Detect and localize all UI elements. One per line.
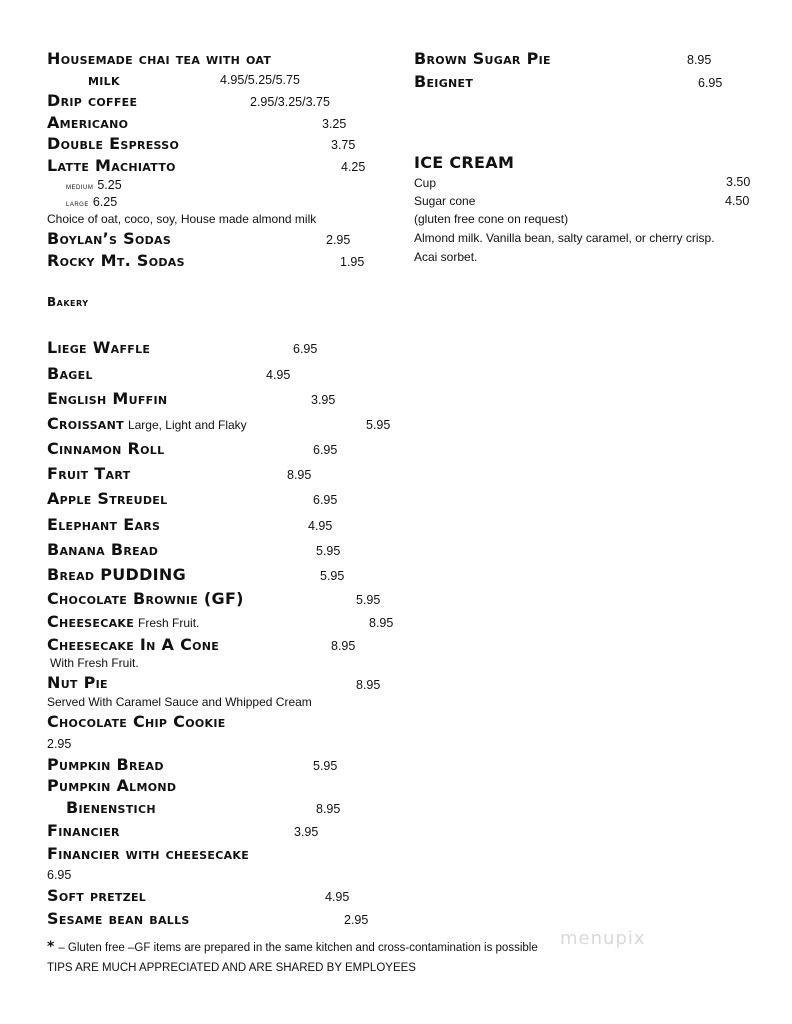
menu-item-price: 5.95 [366,418,391,432]
size-option [66,176,122,194]
menu-item-name: Financier [47,821,120,840]
menu-item-name: Bagel [47,364,93,383]
menu-item-name-cont: milk [88,70,120,89]
menu-item-price: 4.95/5.25/5.75 [220,73,300,87]
menu-item-note: Large, Light and Flaky [127,418,247,432]
menu-item-desc: With Fresh Fruit. [50,656,139,670]
menu-item-name: Boylan’s Sodas [47,229,172,248]
section-heading-bakery: Bakery [47,295,89,309]
menu-item-price: 4.95 [325,890,350,904]
menu-item-desc: Served With Caramel Sauce and Whipped Cream [47,695,312,709]
menu-item-price: 8.95 [356,678,381,692]
menu-item-name: Elephant Ears [47,515,161,534]
menu-item-name: Latte Machiatto [47,156,176,175]
ice-cream-note: (gluten free cone on request) [414,212,569,226]
menu-item-name: Nut Pie [47,673,108,692]
menu-item-price: 8.95 [316,802,341,816]
menu-item-name: Americano [47,113,129,132]
menu-item-price: 3.95 [311,393,336,407]
menu-item-name: Cheesecake In A Cone [47,635,220,654]
menu-item-name-cont: Bienenstich [66,798,156,817]
menu-item-price: 1.95 [340,255,365,269]
menu-item-price: 3.75 [331,138,356,152]
menu-item-price: 4.25 [341,160,366,174]
menu-item-name [47,414,247,435]
menu-item-price: 8.95 [687,53,712,67]
size-price: 6.25 [92,195,118,209]
ice-cream-item-name: Cup [414,176,437,190]
gluten-note: – Gluten free –GF items are prepared in the same kitchen and cross-contamination is possible [58,942,538,954]
menu-item-name: Chocolate Chip Cookie [47,712,226,731]
ice-cream-note: Acai sorbet. [414,250,478,264]
menu-item-name: Financier with cheesecake [47,844,250,863]
menu-item-price: 3.95 [294,825,319,839]
watermark-logo: menupix [560,928,646,949]
menu-item-name: Drip coffee [47,91,138,110]
menu-item-note: Fresh Fruit. [138,616,200,630]
size-label: medium [66,182,94,191]
ice-cream-item-price: 4.50 [725,194,750,208]
menu-item-name: Fruit Tart [47,464,131,483]
menu-item-price: 5.95 [316,544,341,558]
menu-item-price: 6.95 [313,493,338,507]
menu-item-name: Banana Bread [47,540,159,559]
menu-item-price: 6.95 [313,443,338,457]
menu-item-price: 6.95 [47,868,72,882]
menu-item-price: 4.95 [308,519,333,533]
gluten-free-footnote [47,938,538,956]
menu-item-name: Rocky Mt. Sodas [47,251,185,270]
menu-item-label: Croissant [47,414,124,433]
menu-item-name: English Muffin [47,389,168,408]
menu-item-price: 2.95 [47,737,72,751]
menu-item-price: 6.95 [293,342,318,356]
menu-item-price: 3.25 [322,117,347,131]
ice-cream-item-price: 3.50 [726,175,751,189]
menu-item-name: Double Espresso [47,134,180,153]
size-price: 5.25 [97,178,122,192]
menu-item-name: Bread PUDDING [47,565,187,584]
menu-item-price: 2.95 [344,913,369,927]
ice-cream-item-name: Sugar cone [414,194,476,208]
size-option [66,193,117,211]
menu-item-price: 5.95 [356,593,381,607]
menu-item-name: Housemade chai tea with oat [47,49,272,68]
milk-note: Choice of oat, coco, soy, House made almond milk [47,212,317,226]
size-label: large [66,199,89,208]
menu-item-name: Liege Waffle [47,338,151,357]
asterisk: * [47,939,55,955]
menu-item-price: 5.95 [320,569,345,583]
menu-item-price: 2.95 [326,233,351,247]
menu-item-name: Beignet [414,72,474,91]
menu-item-price: 4.95 [266,368,291,382]
menu-item-name: Sesame bean balls [47,909,190,928]
menu-item-name: Pumpkin Almond [47,776,177,795]
ice-cream-note: Almond milk. Vanilla bean, salty caramel, or cherry crisp. [414,231,715,245]
menu-item-name: Soft pretzel [47,886,147,905]
menu-item-price: 2.95/3.25/3.75 [250,95,330,109]
tips-notice: TIPS ARE MUCH APPRECIATED AND ARE SHARED BY EMPLOYEES [47,962,416,974]
menu-item-price: 8.95 [331,639,356,653]
menu-item-name: Chocolate Brownie (GF) [47,589,244,608]
menu-item-name: Brown Sugar Pie [414,49,551,68]
menu-item-price: 5.95 [313,759,338,773]
menu-item-price: 8.95 [369,616,394,630]
menu-item-name [47,612,199,633]
menu-item-name: Cinnamon Roll [47,439,165,458]
menu-item-name: Apple Streudel [47,489,168,508]
menu-item-price: 8.95 [287,468,312,482]
menu-item-label: Cheesecake [47,612,135,631]
menu-item-name: Pumpkin Bread [47,755,164,774]
menu-item-price: 6.95 [698,76,723,90]
section-heading-ice-cream: ICE CREAM [414,153,515,172]
